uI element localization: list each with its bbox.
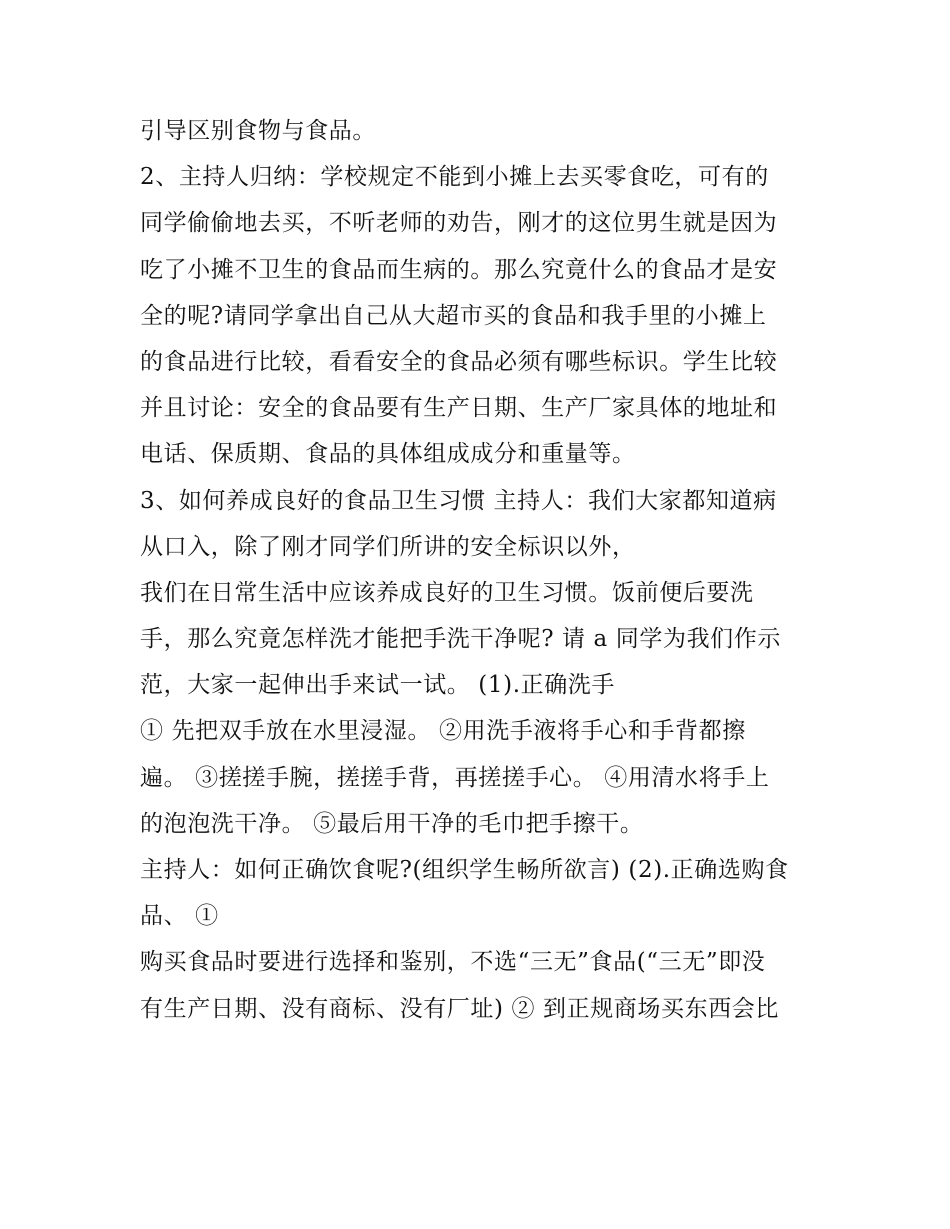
text-line: 的食品进行比较，看看安全的食品必须有哪些标识。学生比较: [140, 348, 778, 375]
text-line: 从口入，除了刚才同学们所讲的安全标识以外，: [140, 533, 636, 560]
text-line: 手，那么究竟怎样洗才能把手洗干净呢? 请 a 同学为我们作示: [140, 626, 781, 653]
text-line: 的泡泡洗干净。 ⑤最后用干净的毛巾把手擦干。: [140, 810, 644, 837]
text-line: 有生产日期、没有商标、没有厂址) ② 到正规商场买东西会比: [140, 995, 779, 1022]
document-body: [140, 108, 820, 1032]
text-line: 遍。 ③搓搓手腕，搓搓手背，再搓搓手心。 ④用清水将手上: [140, 764, 770, 791]
text-line: 2、主持人归纳：学校规定不能到小摊上去买零食吃，可有的: [140, 164, 769, 191]
text-line: 同学偷偷地去买，不听老师的劝告，刚才的这位男生就是因为: [140, 210, 778, 237]
text-line: ① 先把双手放在水里浸湿。 ②用洗手液将手心和手背都擦: [140, 718, 746, 745]
text-line: 3、如何养成良好的食品卫生习惯 主持人：我们大家都知道病: [140, 487, 777, 514]
text-line: 范，大家一起伸出手来试一试。 (1).正确洗手: [140, 672, 616, 699]
text-line: 全的呢?请同学拿出自己从大超市买的食品和我手里的小摊上: [140, 302, 767, 329]
text-line: 并且讨论：安全的食品要有生产日期、生产厂家具体的地址和: [140, 395, 778, 422]
text-line: 我们在日常生活中应该养成良好的卫生习惯。饭前便后要洗: [140, 579, 754, 606]
text-line: 电话、保质期、食品的具体组成成分和重量等。: [140, 441, 636, 468]
text-line: 吃了小摊不卫生的食品而生病的。那么究竟什么的食品才是安: [140, 256, 778, 283]
text-line: 购买食品时要进行选择和鉴别，不选“三无”食品(“三无”即没: [140, 949, 766, 976]
text-line: 主持人：如何正确饮食呢?(组织学生畅所欲言) (2).正确选购食: [140, 857, 789, 883]
text-line: 品、 ①: [140, 903, 219, 930]
text-line: 引导区别食物与食品。: [140, 118, 376, 144]
